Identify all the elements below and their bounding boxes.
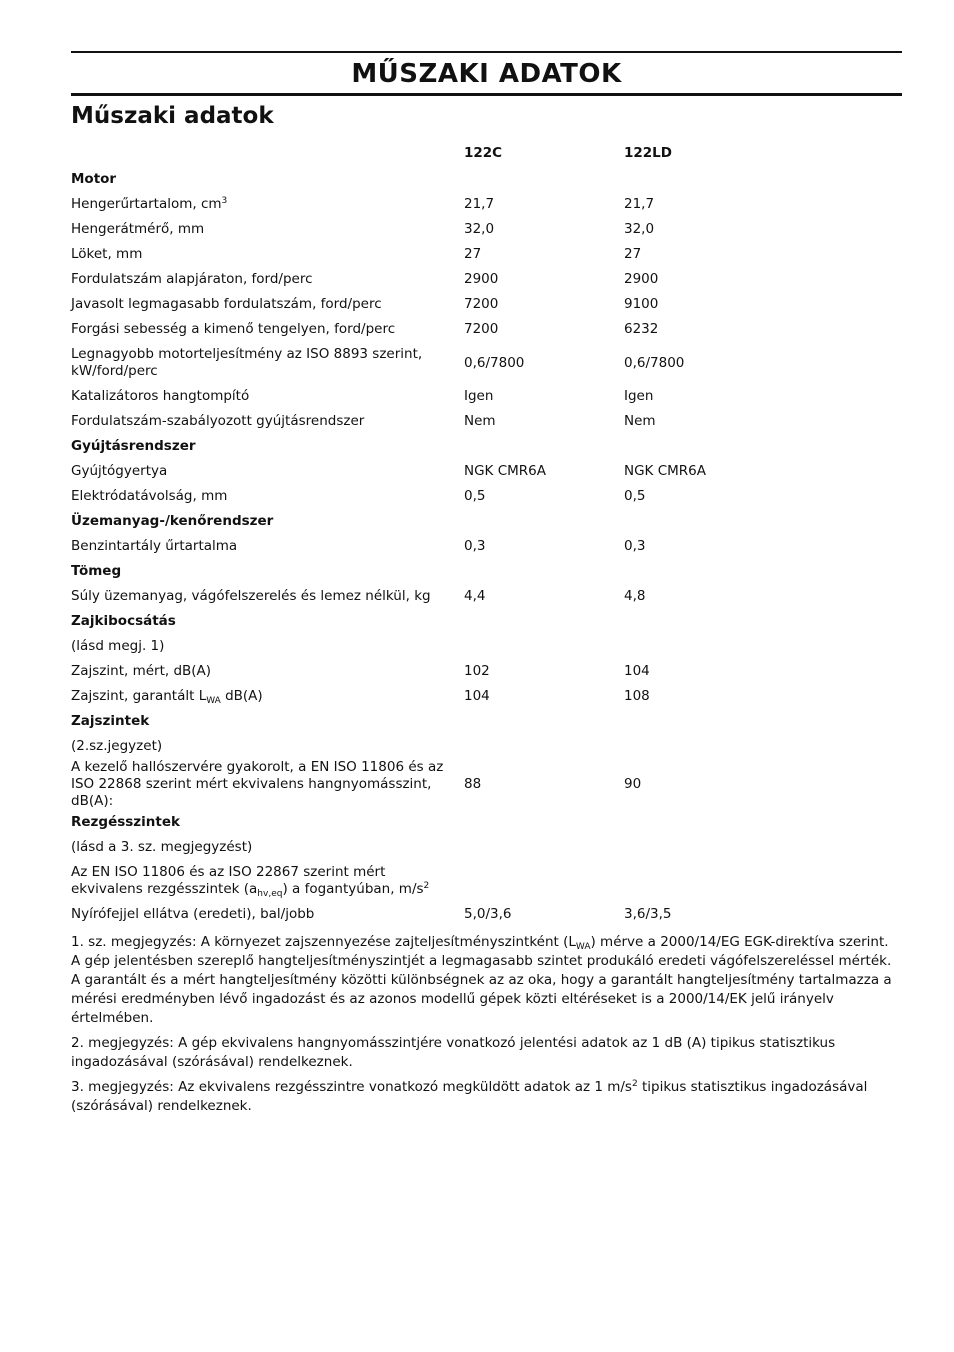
banner-rule bbox=[71, 93, 902, 96]
section-heading-row bbox=[71, 434, 902, 459]
table-row bbox=[71, 317, 902, 342]
row-label bbox=[71, 759, 464, 810]
section-banner: MŰSZAKI ADATOK bbox=[351, 59, 622, 89]
table-row bbox=[71, 634, 902, 659]
row-label bbox=[71, 384, 464, 409]
row-label bbox=[71, 860, 464, 902]
note-1-text-a: 1. sz. megjegyzés: A környezet zajszennyezése zajteljesítményszintként (L bbox=[71, 934, 576, 950]
value-122ld: 3,6/3,5 bbox=[624, 906, 672, 922]
value-122c: 0,6/7800 bbox=[464, 354, 525, 371]
row-label-text: Zajszint, mért, dB(A) bbox=[71, 663, 212, 679]
value-122c bbox=[464, 835, 624, 860]
table-row bbox=[71, 409, 902, 434]
value-122ld bbox=[624, 634, 902, 659]
section-heading-row bbox=[71, 167, 902, 192]
value-122c bbox=[464, 860, 624, 902]
value-122ld bbox=[624, 835, 902, 860]
table-row bbox=[71, 267, 902, 292]
row-label bbox=[71, 835, 464, 860]
table-row bbox=[71, 659, 902, 684]
value-122ld: Nem bbox=[624, 413, 656, 429]
row-label bbox=[71, 409, 464, 434]
table-row bbox=[71, 734, 902, 759]
value-122ld: 108 bbox=[624, 688, 650, 704]
value-122c: 32,0 bbox=[464, 221, 495, 237]
row-label bbox=[71, 534, 464, 559]
section-heading: Zajszintek bbox=[71, 713, 150, 729]
row-label-text: Hengerűrtartalom, cm bbox=[71, 196, 222, 212]
table-row bbox=[71, 292, 902, 317]
value-122ld: 90 bbox=[624, 776, 642, 792]
value-122ld: 0,5 bbox=[624, 488, 646, 504]
row-label bbox=[71, 292, 464, 317]
row-label bbox=[71, 484, 464, 509]
empty-cell bbox=[464, 810, 624, 835]
empty-cell bbox=[464, 434, 624, 459]
row-label-text: (lásd megj. 1) bbox=[71, 638, 165, 654]
table-row bbox=[71, 835, 902, 860]
note-3-sup: 2 bbox=[631, 1079, 638, 1089]
table-row bbox=[71, 860, 902, 902]
empty-cell bbox=[464, 509, 624, 534]
empty-cell bbox=[464, 609, 624, 634]
value-122c: 0,3 bbox=[464, 538, 486, 554]
empty-cell bbox=[624, 167, 902, 192]
table-row bbox=[71, 342, 902, 384]
value-122ld bbox=[624, 860, 902, 902]
row-label-text: Forgási sebesség a kimenő tengelyen, ford/perc bbox=[71, 321, 396, 337]
row-label bbox=[71, 317, 464, 342]
row-label-text: Elektródatávolság, mm bbox=[71, 488, 228, 504]
value-122c: 4,4 bbox=[464, 588, 486, 604]
table-row bbox=[71, 759, 902, 810]
value-122c: 21,7 bbox=[464, 196, 495, 212]
value-122c: 27 bbox=[464, 246, 482, 262]
row-label bbox=[71, 217, 464, 242]
table-row bbox=[71, 192, 902, 217]
empty-cell bbox=[464, 559, 624, 584]
value-122c: Igen bbox=[464, 388, 494, 404]
table-row bbox=[71, 217, 902, 242]
row-label-text: Az EN ISO 11806 és az ISO 22867 szerint mért ekvivalens rezgésszintek (a bbox=[71, 864, 386, 897]
section-heading: Motor bbox=[71, 171, 117, 187]
empty-cell bbox=[624, 434, 902, 459]
value-122c: 0,5 bbox=[464, 488, 486, 504]
row-label-text: Löket, mm bbox=[71, 246, 143, 262]
table-row bbox=[71, 584, 902, 609]
table-row bbox=[71, 684, 902, 709]
row-label-text: A kezelő hallószervére gyakorolt, a EN ISO 11806 és az ISO 22868 szerint mért ekvivalens hangnyomásszint, dB(A): bbox=[71, 759, 444, 809]
row-label bbox=[71, 734, 464, 759]
note-1 bbox=[71, 933, 902, 1028]
column-header-122ld: 122LD bbox=[624, 145, 672, 161]
row-label-text: Zajszint, garantált L bbox=[71, 688, 207, 704]
empty-cell bbox=[464, 709, 624, 734]
value-122ld: 0,3 bbox=[624, 538, 646, 554]
row-label bbox=[71, 342, 464, 384]
footnotes bbox=[71, 933, 902, 1122]
header-blank bbox=[71, 140, 464, 167]
value-122ld: NGK CMR6A bbox=[624, 463, 706, 479]
row-label-text: Nyírófejjel ellátva (eredeti), bal/jobb bbox=[71, 906, 315, 922]
value-122ld: 9100 bbox=[624, 296, 659, 312]
row-label-text: Súly üzemanyag, vágófelszerelés és lemez nélkül, kg bbox=[71, 588, 431, 604]
note-2: 2. megjegyzés: A gép ekvivalens hangnyomásszintjére vonatkozó jelentési adatok az 1 dB (A) tipikus statisztikus ingadozásával (szórásával) rendelkeznek. bbox=[71, 1035, 836, 1070]
empty-cell bbox=[464, 167, 624, 192]
value-122c: 104 bbox=[464, 688, 490, 704]
section-heading-row bbox=[71, 609, 902, 634]
section-heading: Zajkibocsátás bbox=[71, 613, 176, 629]
note-3-text-b: tipikus statisztikus ingadozásával (szórásával) rendelkeznek. bbox=[71, 1079, 868, 1114]
row-label-text: Benzintartály űrtartalma bbox=[71, 538, 238, 554]
value-122ld: 32,0 bbox=[624, 221, 655, 237]
section-heading: Gyújtásrendszer bbox=[71, 438, 196, 454]
value-122c bbox=[464, 634, 624, 659]
section-heading: Üzemanyag-/kenőrendszer bbox=[71, 513, 274, 529]
table-row bbox=[71, 242, 902, 267]
top-rule bbox=[71, 51, 902, 53]
table-header-row bbox=[71, 140, 902, 167]
row-label-text: Fordulatszám alapjáraton, ford/perc bbox=[71, 271, 313, 287]
row-label bbox=[71, 584, 464, 609]
note-1-text-b: ) mérve a 2000/14/EG EGK-direktíva szerint. A gép jelentésben szereplő hangteljesítményszintjét a legmagasabb szintet produkáló eredeti vágófelszereléssel mérték. A garantált és a mért hangteljesítmény közötti különbségnek az az oka, hogy a garantált hangteljesítmény tartalmazza a mérési eredményben lévő ingadozást és az azonos modellű gépek közti eltéréseket is a 2000/14/EK jelű irányelv értelmében. bbox=[71, 934, 892, 1026]
table-row bbox=[71, 459, 902, 484]
row-label-text: (2.sz.jegyzet) bbox=[71, 738, 163, 754]
spec-table bbox=[71, 140, 902, 927]
table-row bbox=[71, 534, 902, 559]
row-label-text: Javasolt legmagasabb fordulatszám, ford/perc bbox=[71, 296, 382, 312]
section-heading-row bbox=[71, 509, 902, 534]
note-1-sub: WA bbox=[575, 942, 591, 952]
section-heading-row bbox=[71, 709, 902, 734]
value-122c bbox=[464, 734, 624, 759]
row-label bbox=[71, 242, 464, 267]
section-heading-row bbox=[71, 559, 902, 584]
row-label bbox=[71, 634, 464, 659]
row-label-text-after: dB(A) bbox=[220, 688, 263, 704]
value-122c: 7200 bbox=[464, 296, 499, 312]
column-header-122c: 122C bbox=[464, 145, 503, 161]
note-3 bbox=[71, 1078, 902, 1116]
row-label bbox=[71, 659, 464, 684]
section-heading: Tömeg bbox=[71, 563, 122, 579]
table-row bbox=[71, 384, 902, 409]
row-label-text: Hengerátmérő, mm bbox=[71, 221, 205, 237]
empty-cell bbox=[624, 559, 902, 584]
row-label-text: Katalizátoros hangtompító bbox=[71, 388, 250, 404]
value-122c: NGK CMR6A bbox=[464, 463, 546, 479]
value-122ld: 27 bbox=[624, 246, 642, 262]
row-label bbox=[71, 192, 464, 217]
value-122ld: 21,7 bbox=[624, 196, 655, 212]
section-heading-row bbox=[71, 810, 902, 835]
value-122ld: 2900 bbox=[624, 271, 659, 287]
row-label-text: Legnagyobb motorteljesítmény az ISO 8893 szerint, kW/ford/perc bbox=[71, 346, 423, 379]
section-heading: Rezgésszintek bbox=[71, 814, 180, 830]
row-label bbox=[71, 267, 464, 292]
row-label bbox=[71, 459, 464, 484]
value-122ld: 104 bbox=[624, 663, 650, 679]
empty-cell bbox=[624, 709, 902, 734]
value-122c: 2900 bbox=[464, 271, 499, 287]
row-label bbox=[71, 902, 464, 927]
row-label-superscript: 2 bbox=[423, 881, 430, 891]
value-122ld: Igen bbox=[624, 388, 654, 404]
table-row bbox=[71, 902, 902, 927]
value-122c: 102 bbox=[464, 663, 490, 679]
row-label-subscript: WA bbox=[206, 696, 221, 706]
empty-cell bbox=[624, 810, 902, 835]
value-122ld: 4,8 bbox=[624, 588, 646, 604]
row-label-superscript: 3 bbox=[221, 196, 228, 206]
value-122ld bbox=[624, 734, 902, 759]
value-122c: 5,0/3,6 bbox=[464, 906, 512, 922]
empty-cell bbox=[624, 609, 902, 634]
row-label-text: Fordulatszám-szabályozott gyújtásrendszer bbox=[71, 413, 365, 429]
value-122c: Nem bbox=[464, 413, 496, 429]
empty-cell bbox=[624, 509, 902, 534]
note-3-text-a: 3. megjegyzés: Az ekvivalens rezgésszintre vonatkozó megküldött adatok az 1 m/s bbox=[71, 1079, 632, 1095]
row-label-text: Gyújtógyertya bbox=[71, 463, 168, 479]
row-label bbox=[71, 684, 464, 709]
value-122ld: 6232 bbox=[624, 321, 659, 337]
table-row bbox=[71, 484, 902, 509]
row-label-text-after: ) a fogantyúban, m/s bbox=[282, 881, 424, 897]
value-122c: 7200 bbox=[464, 321, 499, 337]
row-label-text: (lásd a 3. sz. megjegyzést) bbox=[71, 839, 253, 855]
value-122ld: 0,6/7800 bbox=[624, 354, 685, 371]
page-title: Műszaki adatok bbox=[71, 103, 274, 129]
value-122c: 88 bbox=[464, 776, 482, 792]
row-label-subscript: hv,eq bbox=[257, 889, 283, 899]
